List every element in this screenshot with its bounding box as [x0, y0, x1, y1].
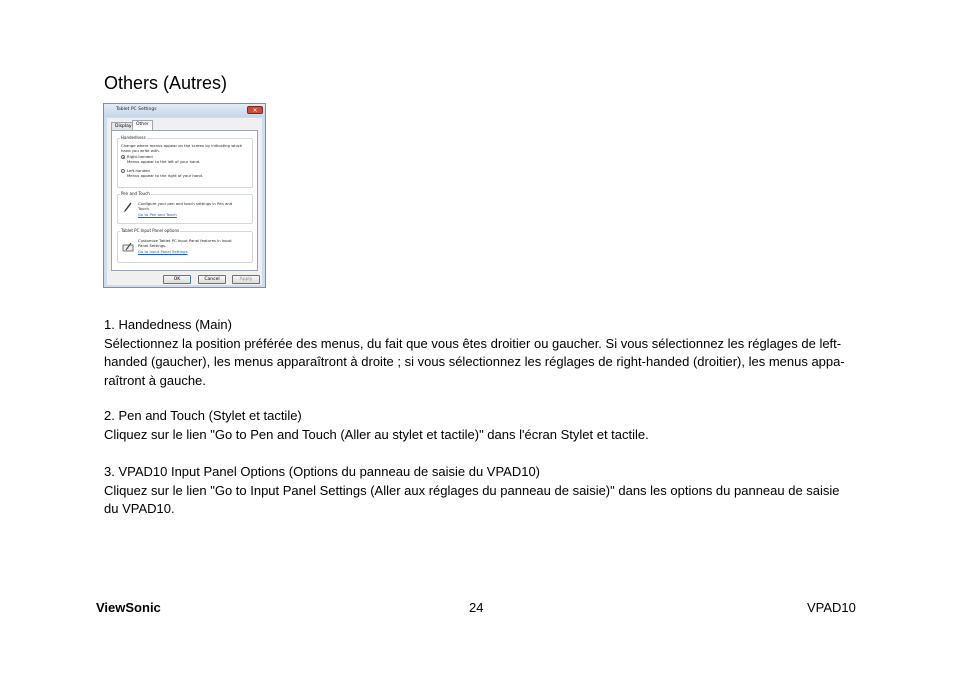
dialog-title: Tablet PC Settings: [116, 107, 157, 112]
section-input-panel: [104, 463, 864, 519]
right-handed-radio[interactable]: [121, 155, 125, 159]
section-heading: 1. Handedness (Main): [104, 317, 232, 332]
right-handed-label: Right-handed: [127, 154, 153, 159]
left-handed-radio[interactable]: [121, 169, 125, 173]
section-line: Cliquez sur le lien "Go to Pen and Touch (Aller au stylet et tactile)" dans l'écran Stylet et tactile.: [104, 426, 649, 442]
tab-other[interactable]: Other: [132, 120, 153, 130]
handedness-group: [117, 135, 253, 188]
footer-model: VPAD10: [807, 600, 856, 615]
pen-touch-desc-2: Touch.: [138, 206, 151, 211]
pen-touch-label: Pen and Touch: [121, 191, 150, 196]
input-panel-group: [117, 228, 253, 263]
footer-brand: ViewSonic: [96, 600, 161, 615]
dialog-titlebar: [104, 104, 265, 117]
cancel-button[interactable]: Cancel: [198, 275, 226, 284]
input-panel-desc-1: Customize Tablet PC Input Panel features in Input: [138, 238, 232, 243]
apply-button[interactable]: Apply: [232, 275, 260, 284]
section-line: raîtront à gauche.: [104, 372, 206, 388]
handedness-label: Handedness: [121, 135, 146, 140]
section-pen-touch: [104, 407, 864, 444]
left-handed-desc: Menus appear to the right of your hand.: [127, 173, 204, 178]
handedness-desc-2: hand you write with.: [121, 148, 160, 153]
pen-touch-desc-1: Configure your pen and touch settings in Pen and: [138, 201, 233, 206]
go-to-input-panel-link[interactable]: Go to Input Panel Settings: [138, 249, 188, 254]
section-line: Cliquez sur le lien "Go to Input Panel Settings (Aller aux réglages du panneau de saisie)" dans les options du panneau de saisie: [104, 482, 840, 498]
right-handed-desc: Menus appear to the left of your hand.: [127, 159, 201, 164]
tab-display[interactable]: Display: [111, 122, 136, 130]
dialog-body: [107, 118, 262, 285]
other-tab-panel: [111, 130, 258, 271]
section-line: du VPAD10.: [104, 501, 175, 516]
left-handed-label: Left-handed: [127, 168, 150, 173]
tablet-pc-settings-screenshot: [103, 103, 266, 288]
go-to-pen-touch-link[interactable]: Go to Pen and Touch: [138, 212, 177, 217]
section-handedness: [104, 316, 864, 390]
pen-touch-group: [117, 191, 253, 224]
page-title: Others (Autres): [104, 73, 228, 93]
section-heading: 2. Pen and Touch (Stylet et tactile): [104, 408, 302, 423]
pen-icon: [122, 201, 134, 213]
handedness-desc-1: Change where menus appear on the screen by indicating which: [121, 143, 243, 148]
section-heading: 3. VPAD10 Input Panel Options (Options du panneau de saisie du VPAD10): [104, 464, 541, 479]
input-panel-desc-2: Panel Settings.: [138, 243, 167, 248]
input-panel-icon: [122, 241, 134, 253]
footer-page-number: 24: [469, 600, 484, 615]
ok-button[interactable]: OK: [163, 275, 191, 284]
section-line: Sélectionnez la position préférée des menus, du fait que vous êtes droitier ou gaucher. Si vous sélectionnez les réglages de left-: [104, 335, 842, 351]
close-icon[interactable]: ×: [247, 106, 263, 114]
section-line: handed (gaucher), les menus apparaîtront à droite ; si vous sélectionnez les réglages de right-handed (droitier), les menus appa-: [104, 354, 845, 369]
input-panel-label: Tablet PC Input Panel options: [121, 228, 180, 233]
